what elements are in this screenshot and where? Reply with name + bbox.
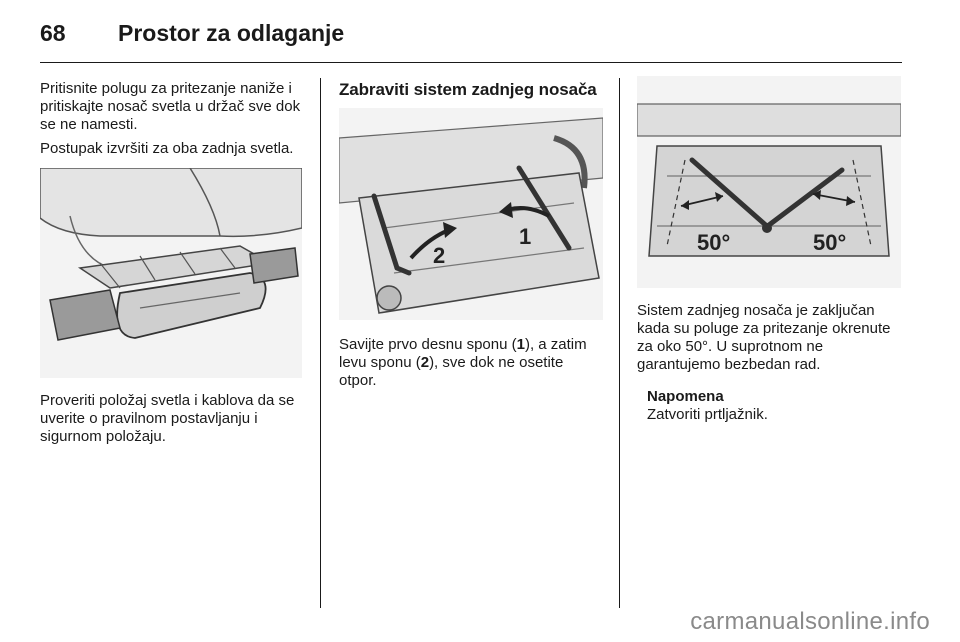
lever-angle-figure <box>637 76 901 288</box>
tail-light-holder-figure <box>40 168 302 378</box>
paragraph <box>339 336 603 390</box>
angle-label-right: 50° <box>813 230 847 255</box>
page-title: Prostor za odlaganje <box>118 20 345 46</box>
column-divider <box>320 78 321 608</box>
figure-label-1: 1 <box>519 224 532 249</box>
figure-label-2: 2 <box>433 243 446 268</box>
column-3 <box>637 80 901 424</box>
paragraph: Postupak izvršiti za oba zadnja svetla. <box>40 140 294 157</box>
column-divider <box>619 78 620 608</box>
paragraph-text: ), a zatim levu sponu ( <box>339 336 587 371</box>
paragraph-text: Savijte prvo desnu sponu ( <box>339 336 517 353</box>
note-text: Zatvoriti prtljažnik. <box>647 406 768 423</box>
reference-number: 2 <box>420 354 430 371</box>
header-rule <box>40 62 902 63</box>
paragraph: Proveriti položaj svetla i kablova da se uverite o pravilnom postavljanju i sigurnom položaju. <box>40 392 295 445</box>
section-title: Zabraviti sistem zadnjeg nosača <box>339 80 597 99</box>
page-number: 68 <box>40 20 66 46</box>
carrier-lock-figure <box>339 108 603 320</box>
paragraph: Pritisnite polugu za pritezanje naniže i pritiskajte nosač svetla u držač sve dok se ne namesti. <box>40 80 301 133</box>
paragraph-text: ), sve dok ne osetite otpor. <box>339 354 564 389</box>
page-header <box>40 18 900 58</box>
note-heading: Napomena <box>647 388 724 405</box>
column-2 <box>339 80 603 390</box>
angle-label-left: 50° <box>697 230 731 255</box>
reference-number: 1 <box>516 336 525 353</box>
column-1 <box>40 80 302 446</box>
watermark: carmanualsonline.info <box>690 608 930 635</box>
paragraph: Sistem zadnjeg nosača je zaključan kada su poluge za pritezanje okrenute za oko 50°. U suprotnom ne garantujemo bezbedan rad. <box>637 302 891 373</box>
